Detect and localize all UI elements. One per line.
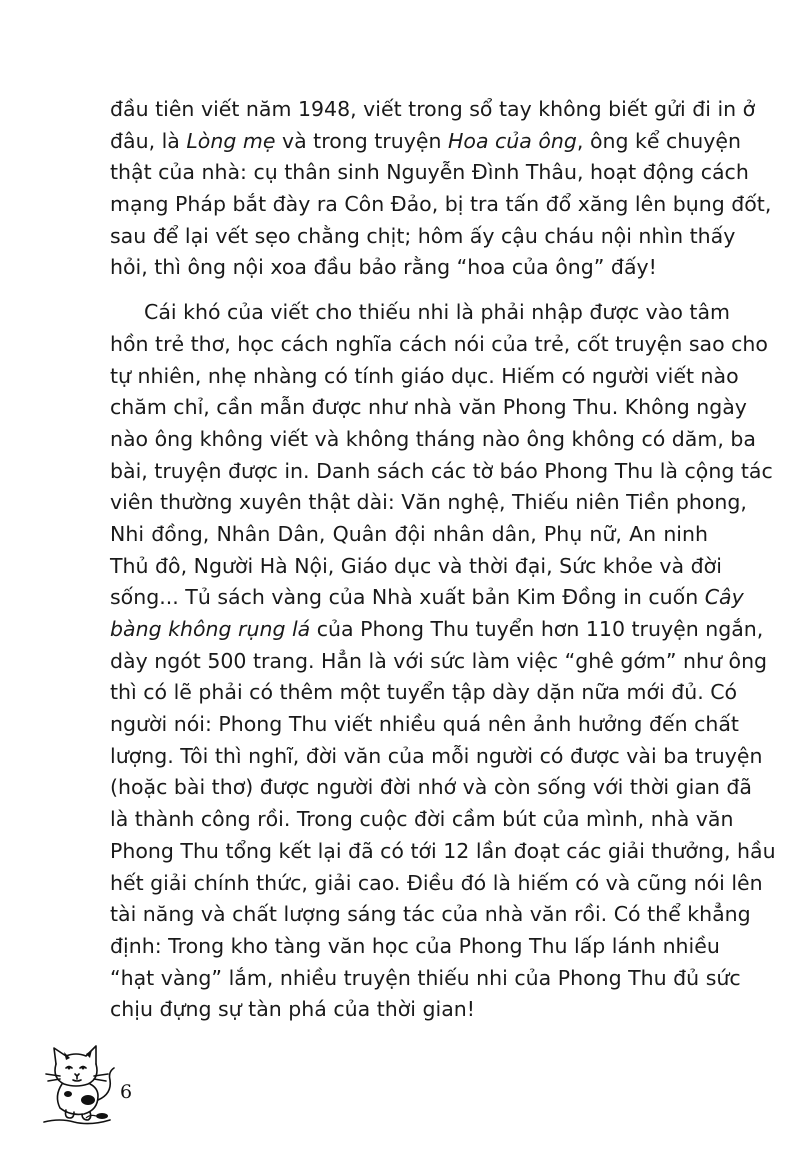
text-line: tài năng và chất lượng sáng tác của nhà văn rồi. Có thể khẳng [110,902,751,927]
text-line: tự nhiên, nhẹ nhàng có tính giáo dục. Hiếm có người viết nào [110,363,739,388]
text-line: hồn trẻ thơ, học cách nghĩa cách nói của trẻ, cốt truyện sao cho [110,331,768,356]
text-line: viên thường xuyên thật dài: Văn nghệ, Thiếu niên Tiền phong, [110,490,747,515]
text-line: “hạt vàng” lắm, nhiều truyện thiếu nhi của Phong Thu đủ sức [110,965,741,990]
text-line: lượng. Tôi thì nghĩ, đời văn của mỗi người có được vài ba truyện [110,743,763,768]
text-line: thật của nhà: cụ thân sinh Nguyễn Đình Thâu, hoạt động cách [110,160,749,185]
text-line: hỏi, thì ông nội xoa đầu bảo rằng “hoa của ông” đấy! [110,255,657,280]
text-line: sống... Tủ sách vàng của Nhà xuất bản Kim Đồng in cuốn Cây [110,585,744,610]
italic-title: Cây [704,585,744,610]
text-line: Thủ đô, Người Hà Nội, Giáo dục và thời đại, Sức khỏe và đời [110,553,722,578]
text-line: định: Trong kho tàng văn học của Phong Thu lấp lánh nhiều [110,933,720,958]
body-text [110,94,776,1026]
text-line: dày ngót 500 trang. Hẳn là với sức làm việc “ghê gớm” như ông [110,648,768,673]
text-line: đầu tiên viết năm 1948, viết trong sổ tay không biết gửi đi in ở [110,97,756,121]
text-line: người nói: Phong Thu viết nhiều quá nên ảnh hưởng đến chất [110,712,739,737]
text-line: Cái khó của viết cho thiếu nhi là phải nhập được vào tâm [144,300,731,325]
italic-title: bàng không rụng lá [110,617,311,641]
page-number: 6 [120,1081,133,1103]
text-line: Nhi đồng, Nhân Dân, Quân đội nhân dân, Phụ nữ, An ninh [110,521,708,546]
text-line: bàng không rụng lá của Phong Thu tuyển hơn 110 truyện ngắn, [110,617,764,641]
italic-title: Lòng mẹ [186,128,276,153]
text-line: thì có lẽ phải có thêm một tuyển tập dày dặn nữa mới đủ. Có [110,680,738,705]
text-line: sau để lại vết sẹo chằng chịt; hôm ấy cậu cháu nội nhìn thấy [110,223,736,248]
text-line: Phong Thu tổng kết lại đã có tới 12 lần đoạt các giải thưởng, hầu [110,838,776,863]
text-line: hết giải chính thức, giải cao. Điều đó là hiếm có và cũng nói lên [110,870,763,895]
text-line: bài, truyện được in. Danh sách các tờ báo Phong Thu là cộng tác [110,458,773,483]
text-line: đâu, là Lòng mẹ và trong truyện Hoa của ông, ông kể chuyện [110,128,742,153]
text-line: (hoặc bài thơ) được người đời nhớ và còn sống với thời gian đã [110,775,752,800]
text-line: là thành công rồi. Trong cuộc đời cầm bút của mình, nhà văn [110,807,734,832]
italic-title: Hoa của ông [447,128,577,153]
cat-drawing-icon [40,1034,122,1126]
text-line: chăm chỉ, cần mẫn được như nhà văn Phong Thu. Không ngày [110,395,747,420]
text-line: chịu đựng sự tàn phá của thời gian! [110,997,475,1022]
text-line: mạng Pháp bắt đày ra Côn Đảo, bị tra tấn đổ xăng lên bụng đốt, [110,192,772,217]
text-line: nào ông không viết và không tháng nào ông không có dăm, ba [110,426,756,451]
